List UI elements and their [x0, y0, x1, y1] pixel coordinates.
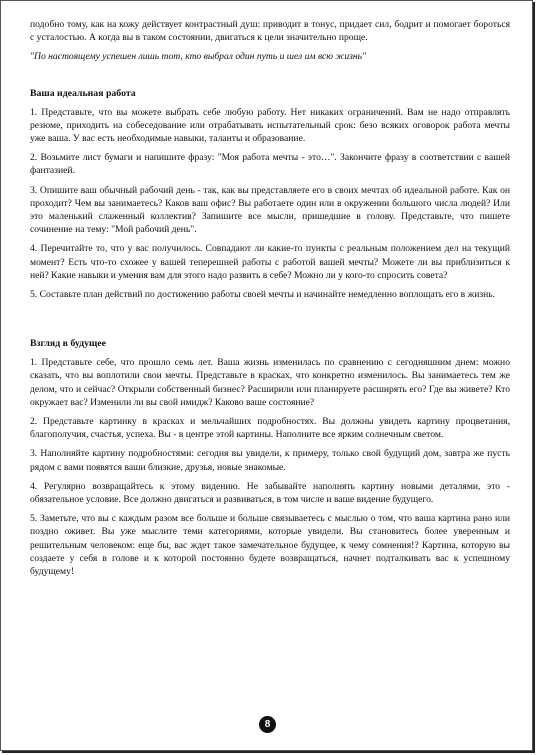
page-number-badge: 8 [259, 716, 276, 733]
paragraph-ideal-job-4: 4. Перечитайте то, что у вас получилось. Совпадают ли какие-то пункты с реальным положением дел на текущий момент? Есть что-то схожее у вашей теперешней работы с работой вашей мечты? Можете ли вы приблизиться к ней? Какие навыки и умения вам для этого надо развить в себе? Можно ли у кого-то спросить совета? [30, 243, 510, 281]
paragraph-future-5: 5. Заметьте, что вы с каждым разом все больше и больше связываетесь с мыслью о том, что ваша картина рано или поздно оживет. Вы уже мыслите теми категориями, которые увидели. Вы становитесь более уверенным и решительным человеком: еще бы, вас ждет такое замечательное будущее, к чему сомнения!? Картина, которую вы создаете у себя в голове и к которой постоянно будете возвращаться, начнет подталкивать вас к успешному будущему! [30, 513, 510, 578]
section-heading-ideal-job: Ваша идеальная работа [30, 87, 136, 99]
paragraph-ideal-job-5: 5. Составьте план действий по достижению работы своей мечты и начинайте немедленно воплощать его в жизнь. [30, 289, 496, 301]
spacer [30, 307, 510, 337]
paragraph-future-3: 3. Наполняйте картину подробностями: сегодня вы увидели, к примеру, только свой будущий дом, завтра же пусть рядом с вами появятся ваши близкие, друзья, новые знакомые. [30, 448, 510, 473]
paragraph-ideal-job-2: 2. Возьмите лист бумаги и напишите фразу: "Моя работа мечты - это…". Закончите фразу в соответствии с вашей фантазией. [30, 152, 510, 177]
page-content [30, 18, 510, 584]
paragraph-future-1: 1. Представьте себе, что прошло семь лет. Ваша жизнь изменилась по сравнению с сегодняшним днем: можно сказать, что вы воплотили свои мечты. Представьте в красках, что конкретно изменилось. Вы занимаетесь тем же делом, что и сейчас? Открыли собственный бизнес? Расширили или планируете расширять его? Где вы живете? Кто окружает вас? Изменили ли вы свой имидж? Каково ваше состояние? [30, 357, 510, 408]
paragraph-ideal-job-1: 1. Представьте, что вы можете выбрать себе любую работу. Нет никаких ограничений. Вам не надо отправлять резюме, приходить на собеседование или отрабатывать испытательный срок: безо всяких оговорок работа мечты уже ваша. У вас есть необходимые навыки, таланты и образование. [30, 106, 510, 145]
paragraph-future-2: 2. Представьте картинку в красках и мельчайших подробностях. Вы должны увидеть картину процветания, благополучия, счастья, успеха. Вы - в центре этой картины. Наполните все ярким солнечным светом. [30, 416, 510, 441]
intro-paragraph: подобно тому, как на кожу действует контрастный душ: приводит в тонус, придает сил, бодрит и помогает бороться с усталостью. А когда вы в таком состоянии, двигаться к цели значительно проще. [30, 19, 510, 44]
section-heading-future: Взгляд в будущее [30, 338, 106, 350]
paragraph-ideal-job-3: 3. Опишите ваш обычный рабочий день - так, как вы представляете его в своих мечтах об идеальной работе. Как он проходит? Чем вы занимаетесь? Каков ваш офис? Вы работаете один или в окружении большого числа людей? Или это маленький слаженный коллектив? Запишите все мысли, пришедшие в голову. Представьте, что пишете сочинение на тему: "Мой рабочий день". [30, 184, 510, 236]
spacer [30, 70, 510, 87]
paragraph-future-4: 4. Регулярно возвращайтесь к этому видению. Не забывайте наполнять картину новыми деталями, это - обязательное условие. Все должно двигаться и развиваться, в том числе и ваше видение будущего. [30, 480, 510, 506]
quote: "По настоящему успешен лишь тот, кто выбрал один путь и шел им всю жизнь" [30, 51, 367, 63]
